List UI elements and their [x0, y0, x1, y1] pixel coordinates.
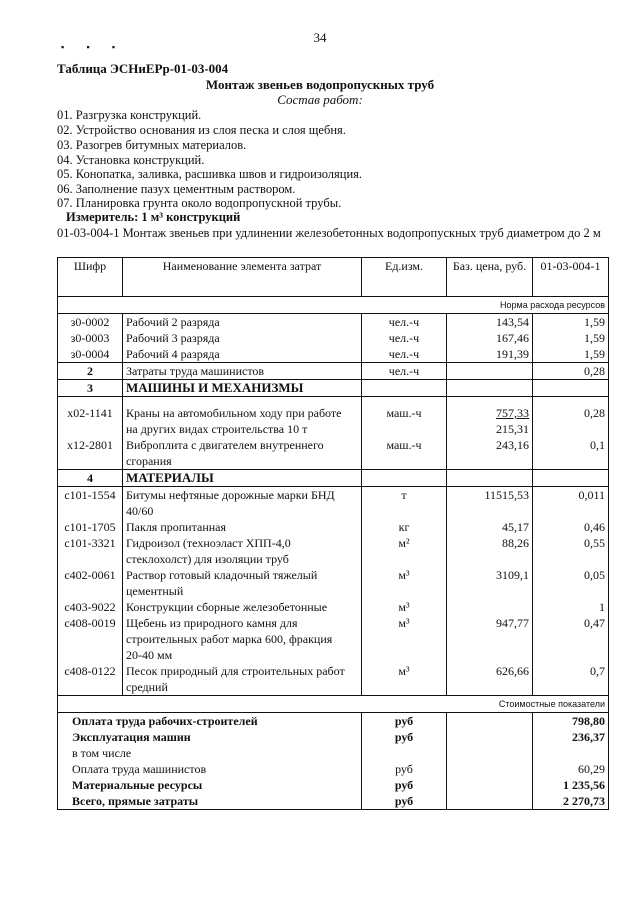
price-line: 757,33 [496, 406, 529, 420]
price-cell: 191,39 [447, 346, 533, 363]
unit-cell: кг [362, 519, 447, 535]
total-value: 60,29 [533, 761, 609, 777]
section-name: МАШИНЫ И МЕХАНИЗМЫ [123, 380, 362, 397]
code-cell: 2 [58, 363, 123, 380]
name-line: 40/60 [126, 504, 154, 518]
unit-cell: м³ [362, 663, 447, 696]
price-cell: 243,16 [447, 437, 533, 470]
total-row [58, 729, 609, 745]
name-cell [123, 487, 362, 520]
empty-cell [533, 470, 609, 487]
work-item: 03. Разогрев битумных материалов. [57, 138, 247, 152]
work-item: 02. Устройство основания из слоя песка и слоя щебня. [57, 123, 346, 137]
qty-cell: 0,7 [533, 663, 609, 696]
empty-cell [447, 380, 533, 397]
table-row [58, 487, 609, 520]
name-line: Краны на автомобильном ходу при работе [126, 406, 342, 420]
qty-cell: 1,59 [533, 330, 609, 346]
unit-cell: чел.-ч [362, 363, 447, 380]
empty-cell [362, 380, 447, 397]
price-cell: 143,54 [447, 314, 533, 331]
qty-cell: 0,46 [533, 519, 609, 535]
table-row [58, 363, 609, 380]
name-cell: Конструкции сборные железобетонные [123, 599, 362, 615]
work-item: 05. Конопатка, заливка, расшивка швов и гидроизоляция. [57, 167, 363, 181]
code-cell: с408-0122 [58, 663, 123, 696]
table-header-row [58, 258, 609, 297]
table-row [58, 346, 609, 363]
unit-cell: чел.-ч [362, 314, 447, 331]
subtitle: Состав работ: [277, 92, 363, 107]
code-cell: с101-3321 [58, 535, 123, 567]
code-cell: с101-1705 [58, 519, 123, 535]
qty-cell: 0,011 [533, 487, 609, 520]
unit-cell: м³ [362, 599, 447, 615]
name-line: Щебень из природного камня для [126, 616, 298, 630]
name-cell: Рабочий 2 разряда [123, 314, 362, 331]
work-item: 07. Планировка грунта около водопропускной трубы. [57, 196, 342, 210]
total-name: Оплата труда рабочих-строителей [58, 713, 362, 730]
total-name: в том числе [58, 745, 362, 761]
unit-cell: маш.-ч [362, 397, 447, 438]
code-cell: х12-2801 [58, 437, 123, 470]
total-row [58, 713, 609, 730]
code-cell: з0-0003 [58, 330, 123, 346]
empty-cell [362, 470, 447, 487]
unit-cell: чел.-ч [362, 330, 447, 346]
unit-cell: м² [362, 535, 447, 567]
total-name: Материальные ресурсы [58, 777, 362, 793]
name-cell: Пакля пропитанная [123, 519, 362, 535]
price-cell: 11515,53 [447, 487, 533, 520]
qty-cell: 1,59 [533, 346, 609, 363]
qty-cell: 0,28 [533, 363, 609, 380]
header-price: Баз. цена, руб. [447, 258, 533, 297]
empty-cell [362, 745, 447, 761]
name-cell: Затраты труда машинистов [123, 363, 362, 380]
unit-cell: м³ [362, 567, 447, 599]
code-cell: с402-0061 [58, 567, 123, 599]
name-line: 20-40 мм [126, 648, 173, 662]
price-cell [447, 397, 533, 438]
total-row [58, 761, 609, 777]
total-value: 236,37 [533, 729, 609, 745]
norm-label-row [58, 297, 609, 314]
qty-cell: 0,28 [533, 397, 609, 438]
work-item: 04. Установка конструкций. [57, 153, 205, 167]
empty-cell [447, 713, 533, 730]
resource-table [57, 257, 609, 810]
table-row [58, 519, 609, 535]
section-row [58, 380, 609, 397]
name-line: на других видах строительства 10 т [126, 422, 308, 436]
price-cell: 88,26 [447, 535, 533, 567]
total-name: Всего, прямые затраты [58, 793, 362, 810]
price-cell: 626,66 [447, 663, 533, 696]
price-cell: 3109,1 [447, 567, 533, 599]
price-cell: 947,77 [447, 615, 533, 663]
qty-cell: 1,59 [533, 314, 609, 331]
header-unit: Ед.изм. [362, 258, 447, 297]
qty-cell: 0,47 [533, 615, 609, 663]
name-cell [123, 397, 362, 438]
empty-cell [447, 729, 533, 745]
table-row [58, 437, 609, 470]
total-row [58, 745, 609, 761]
name-line: Битумы нефтяные дорожные марки БНД [126, 488, 335, 502]
empty-cell [533, 380, 609, 397]
item-description: 01-03-004-1 Монтаж звеньев при удлинении железобетонных водопропускных труб диаметром до 2 м [57, 226, 601, 240]
name-line: сгорания [126, 454, 172, 468]
unit-cell: чел.-ч [362, 346, 447, 363]
total-row [58, 793, 609, 810]
header-item: 01-03-004-1 [533, 258, 609, 297]
table-row [58, 330, 609, 346]
page-marks: ▪ ▪ ▪ [61, 42, 126, 52]
name-line: стеклохолст) для изоляции труб [126, 552, 289, 566]
empty-cell [447, 761, 533, 777]
work-item: 01. Разгрузка конструкций. [57, 108, 202, 122]
total-name: Оплата труда машинистов [58, 761, 362, 777]
table-row [58, 567, 609, 599]
code-cell: з0-0002 [58, 314, 123, 331]
main-title: Монтаж звеньев водопропускных труб [205, 77, 435, 92]
name-line: строительных работ марка 600, фракция [126, 632, 333, 646]
name-line: цементный [126, 584, 184, 598]
total-value: 2 270,73 [533, 793, 609, 810]
table-title: Таблица ЭСНиЕРр-01-03-004 [57, 61, 229, 76]
qty-cell: 0,05 [533, 567, 609, 599]
empty-cell [447, 777, 533, 793]
table-row [58, 599, 609, 615]
name-cell [123, 437, 362, 470]
meter-label: Измеритель: 1 м³ конструкций [66, 210, 241, 224]
total-unit: руб [362, 761, 447, 777]
name-line: Гидроизол (техноэласт ХПП-4,0 [126, 536, 291, 550]
qty-cell: 0,1 [533, 437, 609, 470]
code-cell: х02-1141 [58, 397, 123, 438]
total-unit: руб [362, 729, 447, 745]
total-value: 1 235,56 [533, 777, 609, 793]
name-cell [123, 567, 362, 599]
norm-label: Норма расхода ресурсов [58, 297, 609, 314]
price-cell: 45,17 [447, 519, 533, 535]
unit-cell: м³ [362, 615, 447, 663]
qty-cell: 0,55 [533, 535, 609, 567]
price-cell [447, 363, 533, 380]
qty-cell: 1 [533, 599, 609, 615]
code-cell: с101-1554 [58, 487, 123, 520]
unit-cell: т [362, 487, 447, 520]
total-value: 798,80 [533, 713, 609, 730]
section-row [58, 470, 609, 487]
name-cell: Рабочий 3 разряда [123, 330, 362, 346]
price-cell [447, 599, 533, 615]
empty-cell [533, 745, 609, 761]
header-name: Наименование элемента затрат [123, 258, 362, 297]
empty-cell [447, 793, 533, 810]
total-name: Эксплуатация машин [58, 729, 362, 745]
empty-cell [447, 470, 533, 487]
name-line: средний [126, 680, 168, 694]
table-row [58, 397, 609, 438]
table-row [58, 314, 609, 331]
page-number: 34 [313, 30, 327, 45]
code-cell: с408-0019 [58, 615, 123, 663]
unit-cell: маш.-ч [362, 437, 447, 470]
section-code: 3 [58, 380, 123, 397]
price-line: 215,31 [496, 422, 529, 436]
total-row [58, 777, 609, 793]
table-row [58, 535, 609, 567]
name-line: Раствор готовый кладочный тяжелый [126, 568, 318, 582]
section-name: МАТЕРИАЛЫ [123, 470, 362, 487]
price-cell: 167,46 [447, 330, 533, 346]
code-cell: з0-0004 [58, 346, 123, 363]
name-cell: Рабочий 4 разряда [123, 346, 362, 363]
table-row [58, 615, 609, 663]
empty-cell [447, 745, 533, 761]
name-cell [123, 535, 362, 567]
total-unit: руб [362, 793, 447, 810]
cost-label-row [58, 696, 609, 713]
work-item: 06. Заполнение пазух цементным раствором. [57, 182, 296, 196]
name-line: Виброплита с двигателем внутреннего [126, 438, 324, 452]
name-cell [123, 615, 362, 663]
section-code: 4 [58, 470, 123, 487]
header-code: Шифр [58, 258, 123, 297]
total-unit: руб [362, 777, 447, 793]
name-line: Песок природный для строительных работ [126, 664, 345, 678]
cost-label: Стоимостные показатели [58, 696, 609, 713]
table-row [58, 663, 609, 696]
total-unit: руб [362, 713, 447, 730]
name-cell [123, 663, 362, 696]
code-cell: с403-9022 [58, 599, 123, 615]
